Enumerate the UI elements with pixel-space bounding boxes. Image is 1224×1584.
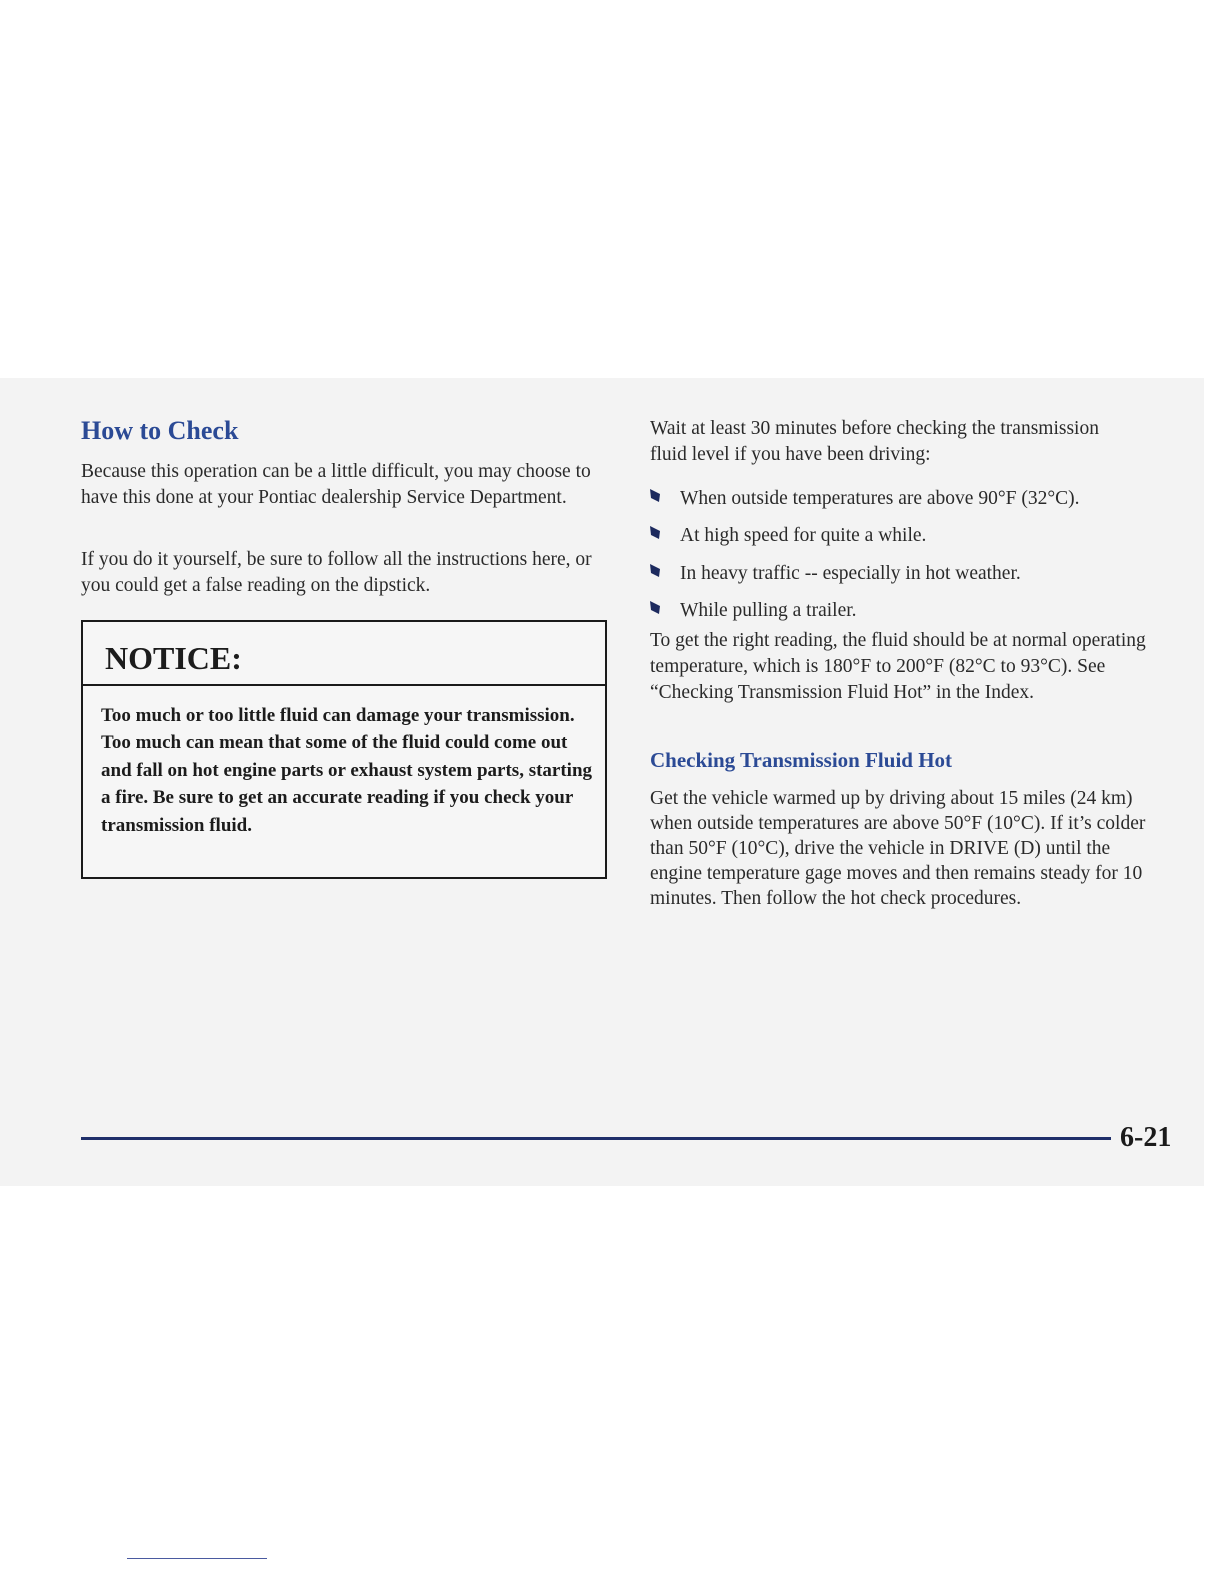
- conditions-list: [648, 480, 1080, 630]
- bullet-diamond-icon: [648, 563, 680, 585]
- notice-divider: [83, 684, 605, 686]
- section-heading: How to Check: [81, 416, 239, 445]
- bullet-diamond-icon: [648, 488, 680, 510]
- list-item-text: While pulling a trailer.: [680, 600, 857, 622]
- notice-title: NOTICE:: [105, 640, 242, 676]
- wait-paragraph: Wait at least 30 minutes before checking the transmission fluid level if you have been driving:: [650, 418, 1099, 465]
- reading-paragraph: To get the right reading, the fluid should be at normal operating temperature, which is 180°F to 200°F (82°C to 93°C). See “Checking Transmission Fluid Hot” in the Index.: [650, 630, 1146, 703]
- list-item-text: At high speed for quite a while.: [680, 525, 927, 547]
- list-item: [648, 518, 1080, 556]
- bullet-diamond-icon: [648, 525, 680, 547]
- list-item: [648, 555, 1080, 593]
- bullet-diamond-icon: [648, 600, 680, 622]
- intro-paragraph: Because this operation can be a little difficult, you may choose to have this done at your Pontiac dealership Service Department.: [81, 461, 591, 508]
- notice-text: Too much or too little fluid can damage your transmission. Too much can mean that some of the fluid could come out and fall on hot engine parts or exhaust system parts, starting a fire. Be sure to get an accurate reading if you check your transmission fluid.: [101, 705, 593, 836]
- page-number: 6-21: [1120, 1122, 1172, 1153]
- notice-box: [81, 620, 607, 879]
- list-item-text: When outside temperatures are above 90°F (32°C).: [680, 487, 1080, 509]
- bottom-divider: [127, 1558, 267, 1559]
- subsection-heading: Checking Transmission Fluid Hot: [650, 748, 953, 772]
- list-item: [648, 593, 1080, 631]
- hot-check-paragraph: Get the vehicle warmed up by driving about 15 miles (24 km) when outside temperatures are above 50°F (10°C). If it’s colder than 50°F (10°C), drive the vehicle in DRIVE (D) until the engine temperature gage moves and then remains steady for 10 minutes. Then follow the hot check procedures.: [650, 788, 1146, 909]
- list-item: [648, 480, 1080, 518]
- list-item-text: In heavy traffic -- especially in hot weather.: [680, 562, 1021, 584]
- footer-rule: [81, 1137, 1111, 1140]
- instructions-paragraph: If you do it yourself, be sure to follow all the instructions here, or you could get a false reading on the dipstick.: [81, 549, 592, 596]
